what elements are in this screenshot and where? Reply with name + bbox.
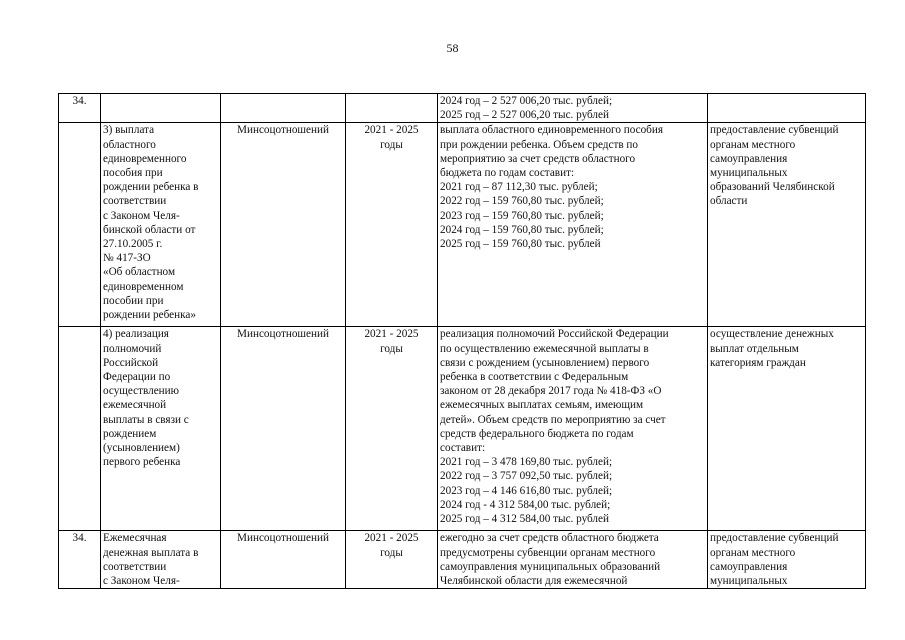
funding-description-line: 2024 год – 159 760,80 тыс. рублей;: [440, 223, 604, 236]
measure-name: [101, 327, 221, 531]
funding-description-line: 2025 год – 4 312 584,00 тыс. рублей: [440, 513, 609, 526]
measure-name-line: первого ребенка: [103, 456, 181, 469]
expected-result-line: области: [710, 195, 748, 208]
expected-result: [708, 94, 866, 123]
expected-result-line: категориям граждан: [710, 356, 806, 369]
measure-name-line: единовременного: [103, 152, 187, 165]
expected-result-line: образований Челябинской: [710, 181, 835, 194]
expected-result-line: самоуправления: [710, 560, 788, 573]
funding-description-line: средств федерального бюджета по годам: [440, 427, 634, 440]
expected-result: [708, 531, 866, 589]
funding-description-line: по осуществлению ежемесячной выплаты в: [440, 342, 649, 355]
measure-name-line: соответствии: [103, 195, 167, 208]
measure-name: [101, 94, 221, 123]
funding-description-line: 2024 год - 4 312 584,00 тыс. рублей;: [440, 498, 611, 511]
measure-name-line: 4) реализация: [103, 328, 169, 341]
funding-description-line: 2025 год – 2 527 006,20 тыс. рублей: [440, 109, 609, 122]
period: [346, 327, 438, 531]
funding-description-line: 2022 год – 159 760,80 тыс. рублей;: [440, 195, 604, 208]
expected-result: [708, 327, 866, 531]
measure-name-line: Ежемесячная: [103, 532, 167, 545]
funding-description-line: ежегодно за счет средств областного бюджета: [440, 532, 659, 545]
funding-description-line: связи с рождением (усыновлением) первого: [440, 356, 650, 369]
period: [346, 94, 438, 123]
measure-name-line: рождением: [103, 427, 157, 440]
measure-name-line: рождении ребенка в: [103, 181, 199, 194]
expected-result-line: самоуправления: [710, 152, 788, 165]
funding-description-line: 2025 год – 159 760,80 тыс. рублей: [440, 238, 601, 251]
period-line: 2021 - 2025: [364, 328, 419, 341]
funding-description-line: детей». Объем средств по мероприятию за счет: [440, 413, 666, 426]
executor: Минсоцотношений: [221, 123, 346, 327]
funding-description-line: мероприятию за счет средств областного: [440, 152, 636, 165]
period-line: годы: [380, 138, 403, 151]
measure-name-line: осуществлению: [103, 385, 180, 398]
funding-description: [438, 94, 708, 123]
period: [346, 531, 438, 589]
measure-name-line: соответствии: [103, 560, 167, 573]
table-row: [59, 327, 866, 531]
funding-description-line: при рождении ребенка. Объем средств по: [440, 138, 639, 151]
measure-name-line: с Законом Челя-: [103, 575, 180, 588]
measure-name-line: Российской: [103, 356, 159, 369]
funding-description-line: 2023 год – 159 760,80 тыс. рублей;: [440, 209, 604, 222]
funding-description-line: 2022 год – 3 757 092,50 тыс. рублей;: [440, 470, 613, 483]
period: [346, 123, 438, 327]
funding-description-line: бюджета по годам составит:: [440, 167, 575, 180]
measure-name-line: рождении ребенка»: [103, 309, 196, 322]
row-number: [59, 123, 101, 327]
executor: [221, 94, 346, 123]
period-line: годы: [380, 546, 403, 559]
measure-name-line: единовременном: [103, 280, 184, 293]
measure-name-line: областного: [103, 138, 156, 151]
measure-name-line: денежная выплата в: [103, 546, 199, 559]
measure-name-line: ежемесячной: [103, 399, 167, 412]
measure-name-line: пособии при: [103, 294, 164, 307]
funding-description-line: Челябинской области для ежемесячной: [440, 575, 628, 588]
table-row: [59, 94, 866, 123]
program-table: [58, 93, 866, 589]
funding-description-line: законом от 28 декабря 2017 года № 418-ФЗ «О: [440, 385, 662, 398]
funding-description-line: предусмотрены субвенции органам местного: [440, 546, 656, 559]
funding-description-line: реализация полномочий Российской Федерации: [440, 328, 669, 341]
funding-description-line: самоуправления муниципальных образований: [440, 560, 661, 573]
funding-description-line: составит:: [440, 442, 486, 455]
measure-name-line: Федерации по: [103, 371, 171, 384]
measure-name-line: полномочий: [103, 342, 162, 355]
funding-description: [438, 531, 708, 589]
table-row: [59, 531, 866, 589]
measure-name-line: (усыновлением): [103, 442, 180, 455]
expected-result-line: органам местного: [710, 546, 796, 559]
row-number: 34.: [59, 94, 101, 123]
funding-description: [438, 123, 708, 327]
period-line: годы: [380, 342, 403, 355]
funding-description-line: 2024 год – 2 527 006,20 тыс. рублей;: [440, 95, 613, 107]
measure-name-line: с Законом Челя-: [103, 209, 180, 222]
measure-name: [101, 123, 221, 327]
expected-result-line: органам местного: [710, 138, 796, 151]
measure-name-line: пособия при: [103, 167, 163, 180]
measure-name-line: «Об областном: [103, 266, 176, 279]
measure-name-line: выплаты в связи с: [103, 413, 189, 426]
executor: Минсоцотношений: [221, 531, 346, 589]
funding-description: [438, 327, 708, 531]
expected-result-line: муниципальных: [710, 167, 788, 180]
table-row: [59, 123, 866, 327]
expected-result-line: выплат отдельным: [710, 342, 799, 355]
expected-result-line: осуществление денежных: [710, 328, 834, 341]
measure-name-line: бинской области от: [103, 223, 196, 236]
expected-result: [708, 123, 866, 327]
measure-name-line: 3) выплата: [103, 124, 155, 137]
measure-name-line: № 417-ЗО: [103, 252, 151, 265]
expected-result-line: предоставление субвенций: [710, 124, 839, 137]
funding-description-line: выплата областного единовременного пособия: [440, 124, 664, 137]
measure-name: [101, 531, 221, 589]
expected-result-line: предоставление субвенций: [710, 532, 839, 545]
funding-description-line: 2023 год – 4 146 616,80 тыс. рублей;: [440, 484, 613, 497]
executor: Минсоцотношений: [221, 327, 346, 531]
row-number: 34.: [59, 531, 101, 589]
funding-description-line: ежемесячных выплатах семьям, имеющим: [440, 399, 644, 412]
funding-description-line: ребенка в соответствии с Федеральным: [440, 371, 629, 384]
period-line: 2021 - 2025: [364, 124, 419, 137]
measure-name-line: 27.10.2005 г.: [103, 238, 163, 251]
expected-result-line: муниципальных: [710, 575, 788, 588]
period-line: 2021 - 2025: [364, 532, 419, 545]
funding-description-line: 2021 год – 3 478 169,80 тыс. рублей;: [440, 456, 613, 469]
page-number: 58: [446, 41, 459, 55]
funding-description-line: 2021 год – 87 112,30 тыс. рублей;: [440, 181, 598, 194]
row-number: [59, 327, 101, 531]
